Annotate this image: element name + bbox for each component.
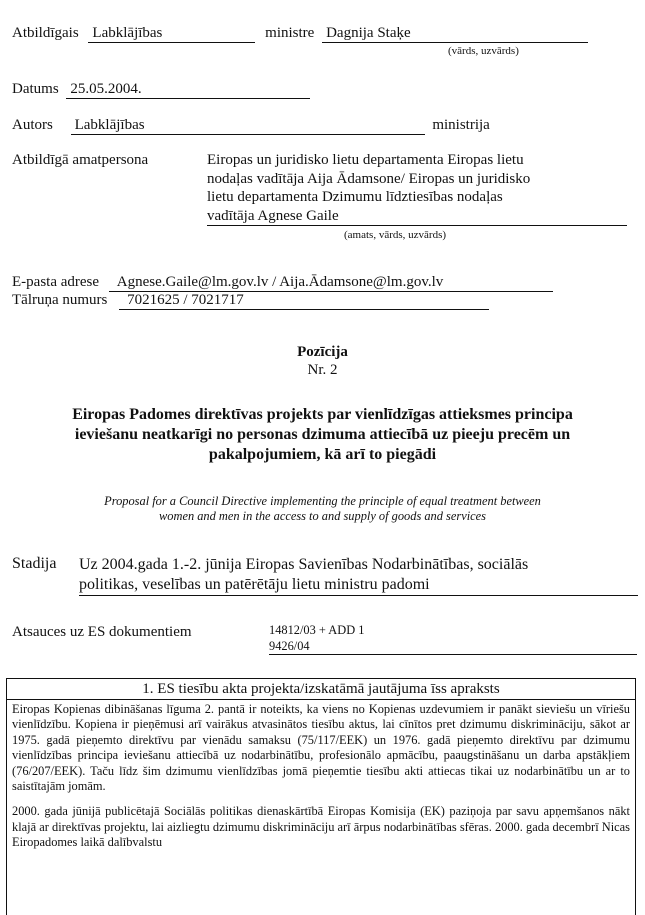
section1-paragraph: 2000. gada jūnijā publicētajā Sociālās politikas dienaskārtībā Eiropas Komisija (EK) paziņoja par savu apņemšanos nākt klajā ar direktīvas projektu, lai aizliegtu dzimumu diskrimināciju arī ārpus nodarbinātības sfēras. 2000. gada decembrī Nicas Eiropadomes laikā dalībvalstu xyxy=(12,804,630,850)
responsible-value: Labklājības xyxy=(88,24,255,43)
responsible-row xyxy=(12,24,588,43)
email-row xyxy=(12,273,553,292)
email-separator: / xyxy=(268,274,280,290)
minister-label: ministre xyxy=(265,25,315,41)
refs-label: Atsauces uz ES dokumentiem xyxy=(12,624,192,640)
responsible-label: Atbildīgais xyxy=(12,25,79,41)
email-values xyxy=(109,273,553,292)
name-hint: (vārds, uzvārds) xyxy=(448,45,519,57)
phone-value: 7021625 / 7021717 xyxy=(119,291,489,310)
section1-box xyxy=(6,678,636,915)
section1-title: 1. ES tiesību akta projekta/izskatāmā jautājuma īss apraksts xyxy=(7,679,635,700)
english-title xyxy=(0,494,645,524)
date-row xyxy=(12,80,310,99)
date-value: 25.05.2004. xyxy=(66,80,310,99)
position-title: Pozīcija xyxy=(297,344,348,360)
phone-row xyxy=(12,291,489,310)
email-link-2[interactable]: Aija.Ādamsone@lm.gov.lv xyxy=(279,274,444,290)
position-heading xyxy=(0,405,645,465)
heading-line: ieviešanu neatkarīgi no personas dzimuma attiecībā uz pieeju precēm un xyxy=(74,426,571,443)
phone-label: Tālruņa numurs xyxy=(12,292,108,308)
position-number: Nr. 2 xyxy=(307,362,338,378)
english-line: Proposal for a Council Directive implementing the principle of equal treatment between xyxy=(104,494,541,508)
stage-label: Stadija xyxy=(12,555,57,572)
author-value: Labklājības xyxy=(71,116,425,135)
section1-paragraph: Eiropas Kopienas dibināšanas līguma 2. pantā ir noteikts, ka viens no Kopienas uzdevumiem ir panākt sieviešu un vīriešu vienlīdzību. Kopiena ir pieņēmusi arī vairākus atvasinātos tiesību aktus, lai cīnītos pret dzimumu diskrimināciju, sākot ar 1975. gadā pieņemto direktīvu par vienādu samaksu (75/117/EEK) un 1976. gadā pieņemto direktīvu par dzimumu vienlīdzības principa ieviešanu attiecībā uz nodarbinātību, profesionālo apmācību, paaugstināšanu un darba apstākļiem (76/207/EEK). Taču līdz šim dzimumu vienlīdzības jomā pieņemtie tiesību akti attiecas tikai uz nodarbinātību un ar to saistītajām jomām. xyxy=(12,702,630,794)
english-line: women and men in the access to and supply of goods and services xyxy=(159,509,486,523)
official-line: nodaļas vadītāja Aija Ādamsone/ Eiropas un juridisko xyxy=(207,170,531,187)
email-link-1[interactable]: Agnese.Gaile@lm.gov.lv xyxy=(116,274,269,290)
official-line: vadītāja Agnese Gaile xyxy=(207,207,627,227)
heading-line: Eiropas Padomes direktīvas projekts par vienlīdzīgas attieksmes principa xyxy=(72,406,573,423)
stage-line-1: Uz 2004.gada 1.-2. jūnija Eiropas Savienības Nodarbinātības, sociālās xyxy=(79,556,529,573)
official-label: Atbildīgā amatpersona xyxy=(12,152,149,168)
ref-doc-1: 14812/03 + ADD 1 xyxy=(269,623,365,637)
author-row xyxy=(12,116,490,135)
refs-docs xyxy=(269,622,637,655)
section1-body xyxy=(7,700,635,863)
ministry-label: ministrija xyxy=(432,117,490,133)
ref-doc-2: 9426/04 xyxy=(269,638,637,655)
official-line: lietu departamenta Dzimumu līdztiesības nodaļas xyxy=(207,189,503,205)
email-label: E-pasta adrese xyxy=(12,274,100,290)
author-label: Autors xyxy=(12,117,53,133)
stage-text xyxy=(79,555,639,596)
heading-line: pakalpojumiem, kā arī to piegādi xyxy=(208,446,437,463)
official-hint: (amats, vārds, uzvārds) xyxy=(344,229,447,241)
minister-name: Dagnija Staķe xyxy=(322,24,588,43)
date-label: Datums xyxy=(12,81,59,97)
stage-line-2: politikas, veselības un patērētāju lietu ministru padomi xyxy=(79,575,638,596)
official-line: Eiropas un juridisko lietu departamenta Eiropas lietu xyxy=(207,152,524,168)
official-block xyxy=(207,151,627,226)
